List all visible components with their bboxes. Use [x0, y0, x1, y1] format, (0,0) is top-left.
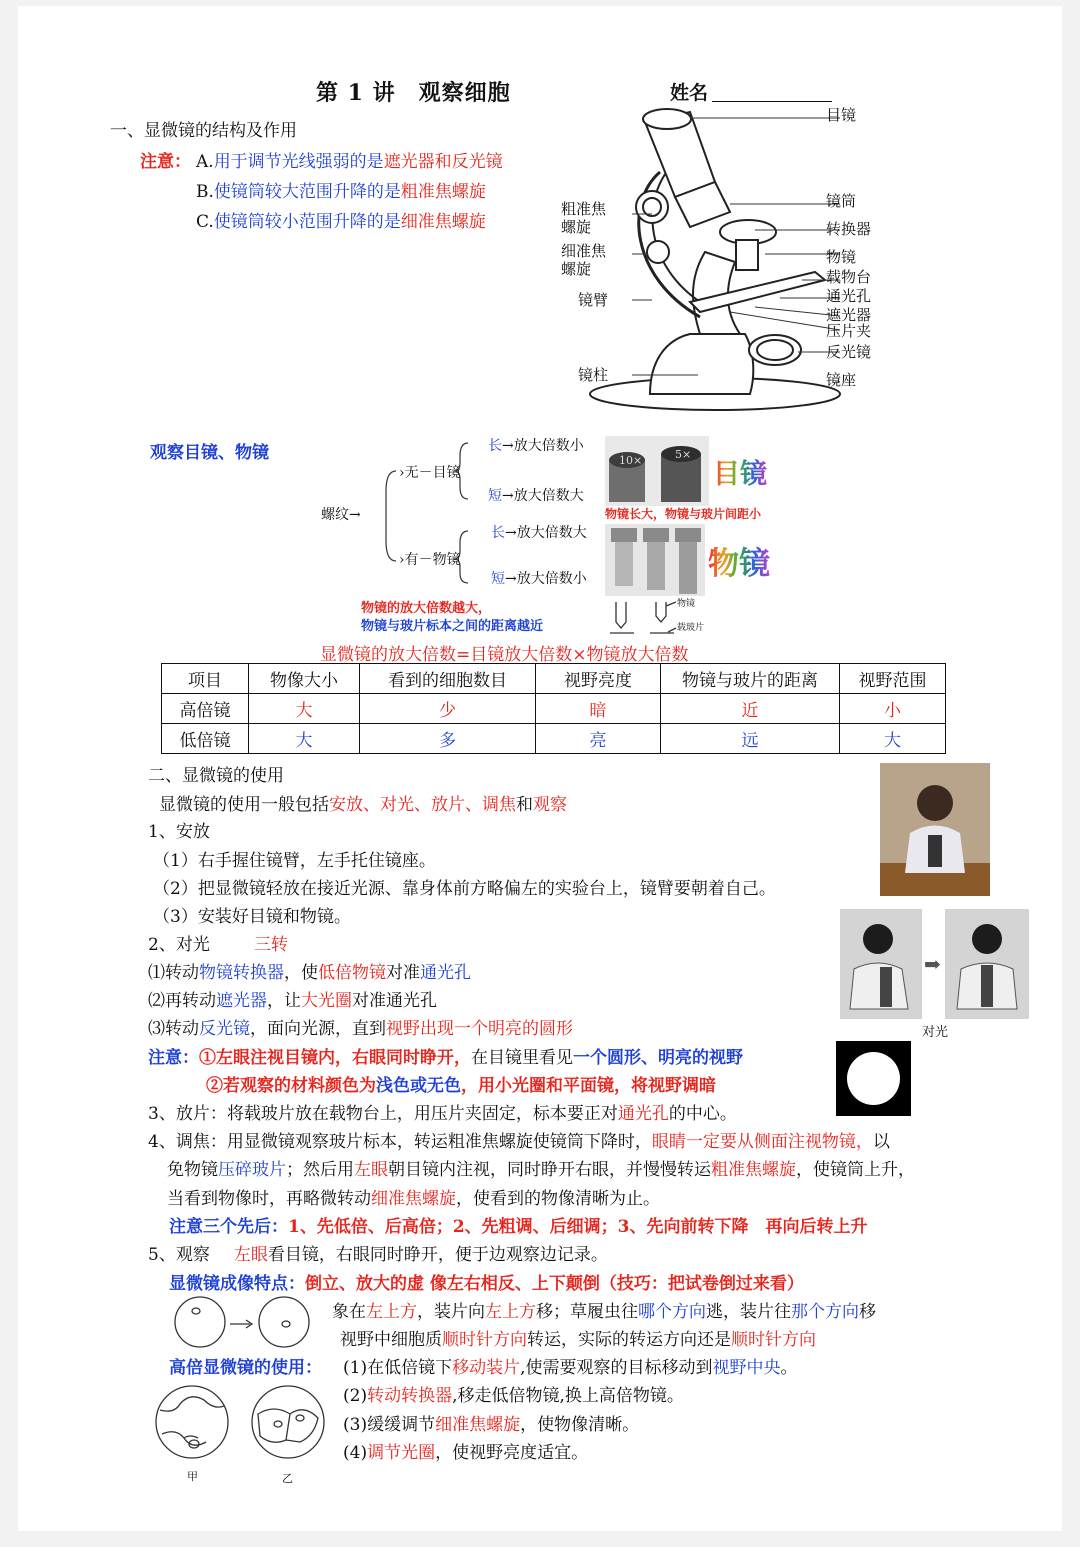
step1-item: （3）安装好目镜和物镜。	[153, 907, 351, 927]
high-step-1: (1)在低倍镜下移动装片,使需要观察的目标移动到视野中央。	[343, 1358, 798, 1378]
cell-move-diagram	[168, 1294, 336, 1350]
magnification-formula: 显微镜的放大倍数=目镜放大倍数×物镜放大倍数	[320, 645, 689, 665]
table-header: 物镜与玻片的距离	[661, 664, 840, 694]
label-mirror: 反光镜	[826, 343, 872, 361]
no-thread-branch: ›无－目镜	[399, 465, 461, 481]
usage-intro: 显微镜的使用一般包括安放、对光、放片、调焦和观察	[159, 795, 567, 815]
field-of-view-figures	[154, 1384, 330, 1464]
worksheet-page	[18, 6, 1062, 1531]
mag-note-line1: 物镜的放大倍数越大，	[361, 601, 492, 616]
lens-heading: 观察目镜、物镜	[150, 443, 269, 463]
label-objective: 物镜	[826, 248, 857, 266]
table-cell: 高倍镜	[162, 694, 249, 724]
step4-note: 注意三个先后：1、先低倍、后高倍；2、先粗调、后细调；3、先向前转下降 再向后转上升	[169, 1217, 868, 1237]
image-trait: 显微镜成像特点：倒立、放大的虚 像左右相反、上下颠倒（技巧：把试卷倒过来看）	[169, 1274, 804, 1294]
table-cell: 少	[360, 694, 536, 724]
table-cell: 亮	[536, 724, 661, 754]
high-power-label: 高倍显微镜的使用：	[169, 1358, 322, 1378]
label-eyepiece: 目镜	[826, 106, 857, 124]
step2-tag: 三转	[254, 935, 288, 955]
eyepiece-photo	[605, 436, 709, 506]
arrow-right-icon: ➡	[924, 952, 941, 976]
label-pillar: 镜柱	[578, 366, 609, 384]
label-tube: 镜筒	[826, 192, 857, 210]
comparison-table	[161, 663, 946, 754]
step2-line2: ⑵再转动遮光器，让大光圈对准通光孔	[148, 991, 437, 1011]
table-cell: 大	[249, 694, 360, 724]
thread-label: 螺纹→	[321, 507, 361, 523]
light-photo-before	[840, 909, 922, 1019]
section2-heading: 二、显微镜的使用	[148, 766, 284, 786]
table-cell: 低倍镜	[162, 724, 249, 754]
thread-branch: ›有－物镜	[399, 552, 461, 568]
high-step-3: (3)缓缓调节细准焦螺旋，使物像清晰。	[343, 1415, 640, 1435]
section1-heading: 一、显微镜的结构及作用	[110, 121, 297, 141]
label-base: 镜座	[826, 371, 857, 389]
name-label: 姓名	[670, 82, 709, 104]
label-stage: 载物台	[826, 268, 872, 286]
light-photo-after	[945, 909, 1029, 1019]
high-step-2: (2)转动转换器,移走低倍物镜,换上高倍物镜。	[343, 1386, 684, 1406]
note-label: 注意：	[140, 152, 191, 172]
move-rule-line2: 视野中细胞质顺时针方向转运，实际的转运方向还是顺时针方向	[340, 1330, 816, 1350]
objective-short: 短→放大倍数小	[491, 571, 587, 587]
step2-note1: 注意：①左眼注视目镜内，右眼同时睁开，在目镜里看见一个圆形、明亮的视野	[148, 1048, 743, 1068]
table-cell: 小	[840, 694, 946, 724]
light-caption: 对光	[922, 1025, 949, 1040]
step2-title: 2、对光	[148, 935, 210, 955]
bright-field-image	[836, 1041, 911, 1116]
table-cell: 远	[661, 724, 840, 754]
table-header: 看到的细胞数目	[360, 664, 536, 694]
step4-line2: 免物镜压碎玻片；然后用左眼朝目镜内注视，同时睁开右眼，并慢慢转运粗准焦螺旋，使镜筒上升，	[167, 1160, 915, 1180]
table-row	[162, 694, 946, 724]
table-cell: 大	[249, 724, 360, 754]
note-line-b: B.使镜筒较大范围升降的是粗准焦螺旋	[196, 182, 486, 202]
objective-note: 物镜长大，物镜与玻片间距小	[605, 507, 762, 521]
small-objective-label: 物镜	[677, 599, 696, 609]
figure-label-yi: 乙	[282, 1472, 293, 1485]
table-header: 视野亮度	[536, 664, 661, 694]
label-aperture: 通光孔	[826, 287, 872, 305]
step4-line1: 4、调焦：用显微镜观察玻片标本，转运粗准焦螺旋使镜筒下降时，眼睛一定要从侧面注视物镜，以	[148, 1132, 890, 1152]
label-diaphragm: 遮光器	[826, 306, 872, 324]
table-cell: 暗	[536, 694, 661, 724]
placement-photo	[880, 763, 990, 896]
step2-note2: ②若观察的材料颜色为浅色或无色，用小光圈和平面镜，将视野调暗	[206, 1076, 716, 1096]
step2-line3: ⑶转动反光镜，面向光源，直到视野出现一个明亮的圆形	[148, 1019, 573, 1039]
table-header: 项目	[162, 664, 249, 694]
note-line-c: C.使镜筒较小范围升降的是细准焦螺旋	[196, 212, 486, 232]
objective-photo	[605, 524, 705, 596]
eyepiece-label-10x: 10×	[619, 454, 643, 467]
table-cell: 多	[360, 724, 536, 754]
ocular-short: 短→放大倍数大	[488, 488, 584, 504]
table-header-row	[162, 664, 946, 694]
ocular-word-art: 目镜	[713, 452, 767, 491]
table-row	[162, 724, 946, 754]
step2-line1: ⑴转动物镜转换器，使低倍物镜对准通光孔	[148, 963, 471, 983]
objective-long: 长→放大倍数大	[491, 525, 587, 541]
table-header: 视野范围	[840, 664, 946, 694]
label-coarse-knob: 粗准焦 螺旋	[561, 200, 607, 236]
page-title: 第 1 讲 观察细胞	[316, 80, 511, 106]
step1-item: （2）把显微镜轻放在接近光源、靠身体前方略偏左的实验台上，镜臂要朝着自己。	[153, 879, 776, 899]
move-rule-line1: 象在左上方，装片向左上方移；草履虫往哪个方向逃，装片往那个方向移	[332, 1302, 876, 1322]
label-fine-knob: 细准焦 螺旋	[561, 242, 607, 278]
label-nosepiece: 转换器	[826, 220, 872, 238]
step1-title: 1、安放	[148, 822, 210, 842]
high-step-4: (4)调节光圈，使视野亮度适宜。	[343, 1443, 589, 1463]
table-cell: 大	[840, 724, 946, 754]
figure-label-jia: 甲	[187, 1470, 198, 1483]
step4-line3: 当看到物像时，再略微转动细准焦螺旋，使看到的物像清晰为止。	[167, 1189, 660, 1209]
label-arm: 镜臂	[578, 291, 609, 309]
step5-line: 5、观察 左眼看目镜，右眼同时睁开，便于边观察边记录。	[148, 1245, 608, 1265]
mag-note-line2: 物镜与玻片标本之间的距离越近	[361, 619, 544, 634]
table-header: 物像大小	[249, 664, 360, 694]
note-line-a: A.用于调节光线强弱的是遮光器和反光镜	[196, 152, 503, 172]
eyepiece-label-5x: 5×	[675, 448, 692, 461]
step3-line: 3、放片：将载玻片放在载物台上，用压片夹固定，标本要正对通光孔的中心。	[148, 1104, 737, 1124]
step1-item: （1）右手握住镜臂，左手托住镜座。	[153, 851, 436, 871]
table-cell: 近	[661, 694, 840, 724]
label-clip: 压片夹	[826, 322, 872, 340]
objective-word-art: 物镜	[708, 538, 770, 583]
ocular-long: 长→放大倍数小	[488, 438, 584, 454]
small-slide-label: 载玻片	[677, 623, 705, 633]
